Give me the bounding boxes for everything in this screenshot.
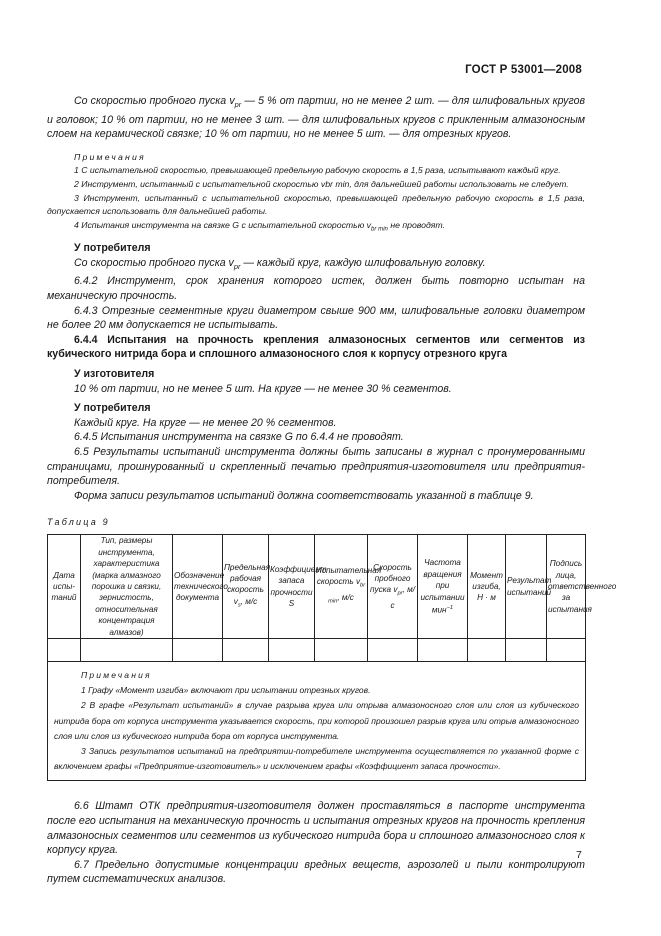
manufacturer-text: 10 % от партии, но не менее 5 шт. На круге — не менее 30 % сегментов.: [74, 382, 452, 395]
table-notes-title: Примечания: [81, 670, 152, 681]
clause-6-7: 6.7 Предельно допустимые концентрации вредных веществ, аэрозолей и пыли контролируют путем систематических анализов.: [47, 858, 585, 886]
col-tool-type: Тип, размеры инструмента, характеристика (марка алмазного порошка и связки, зернистость, относительная концентрация алмазов): [81, 535, 173, 639]
table-note-3: 3 Запись результатов испытаний на предприятии-потребителе инструмента осуществляется по указанной форме с включением графы «Предприятие-изготовитель» и исключением графы «Коэффициент запаса прочности».: [54, 746, 579, 772]
clause-6-4-2: 6.4.2 Инструмент, срок хранения которого истек, должен быть повторно испытан на механическую прочность.: [47, 275, 585, 303]
clause-6-4-5: 6.4.5 Испытания инструмента на связке G по 6.4.4 не проводят.: [74, 431, 404, 444]
clause-6-5: 6.5 Результаты испытаний инструмента должны быть записаны в журнал с пронумерованными страницами, прошнурованный и скрепленный печатью предприятия-изготовителя или предприятия-потребителя.: [47, 446, 585, 488]
table-header-row: [48, 535, 586, 639]
page-number: 7: [576, 849, 582, 861]
col-max-speed: Предельная рабочая скорость $v_s$, м/с: [223, 535, 269, 639]
table-notes-row: [48, 662, 586, 781]
col-bending-moment: Момент изгиба, Н · м: [468, 535, 506, 639]
note-2: 2 Инструмент, испытанный с испытательной скоростью vbr min, для дальнейшей работы использовать не следует.: [74, 179, 569, 190]
manufacturer-heading: У изготовителя: [74, 368, 155, 381]
col-safety-factor: Коэффициент запаса прочности S: [269, 535, 315, 639]
consumer-text-1: Со скоростью пробного пуска $v_{pr}$ — каждый круг, каждую шлифовальную головку.: [74, 256, 486, 271]
note-1: 1 С испытательной скоростью, превышающей предельную рабочую скорость в 1,5 раза, испытывают каждый круг.: [74, 165, 561, 176]
table-note-2: 2 В графе «Результат испытаний» в случае разрыва круга или отрыва алмазоносного слоя или слоя из кубического нитрида бора от корпуса инструмента указывается скорость, при которой произошел разрыв круга или отрыв алмазоносного слоя или слоя из кубического нитрида бора от корпуса инструмента.: [54, 700, 579, 741]
results-table: [47, 534, 617, 781]
col-test-speed: Испытательная скорость $v_{br min}$, м/с: [315, 535, 368, 639]
trial-speed-paragraph: Со скоростью пробного пуска $v_{pr}$ — 5 % от партии, но не менее 2 шт. — для шлифовальных кругов и головок; 10 % от партии, но не менее 3 шт. — для шлифовальных кругов с прикленным алмазоносным слоем на керамической связке; 10 % от партии, но не менее 5 шт. — для отрезных кругов.: [47, 95, 585, 141]
table-caption: Таблица 9: [47, 517, 110, 528]
clause-6-4-3: 6.4.3 Отрезные сегментные круги диаметром свыше 900 мм, шлифовальные головки диаметром не более 20 мм допускается не испытывать.: [47, 304, 585, 332]
clause-6-4-4: 6.4.4 Испытания на прочность крепления алмазоносных сегментов или сегментов из кубического нитрида бора и сплошного алмазоносного слоя к корпусу отрезного круга: [47, 333, 585, 361]
document-code: ГОСТ Р 53001—2008: [465, 64, 582, 76]
table-notes: [48, 662, 586, 781]
col-test-result: Результат испытаний: [506, 535, 547, 639]
col-trial-speed: Скорость пробного пуска $v_{pr}$, м/с: [368, 535, 418, 639]
notes-title: Примечания: [74, 151, 146, 162]
consumer-heading-2: У потребителя: [74, 402, 151, 415]
consumer-text-2: Каждый круг. На круге — не менее 20 % сегментов.: [74, 416, 337, 429]
col-date: Дата испы-таний: [48, 535, 81, 639]
col-signature: Подпись лица, ответственного за испытания: [547, 535, 586, 639]
consumer-heading-1: У потребителя: [74, 242, 151, 255]
note-3: 3 Инструмент, испытанный с испытательной скоростью, превышающей предельную рабочую скорость в 1,5 раза, допускается использовать для дальнейшей работы.: [47, 192, 585, 217]
col-rotation-freq: Частота вращения при испытании мин$^{-1}$: [418, 535, 468, 639]
table-note-1: 1 Графу «Момент изгиба» включают при испытании отрезных кругов.: [81, 685, 371, 696]
table-empty-row: [48, 639, 586, 662]
page-content: [47, 94, 617, 887]
col-tech-doc: Обозначение технического документа: [173, 535, 223, 639]
note-4: 4 Испытания инструмента на связке G с испытательной скоростью $v_{br min}$ не проводят.: [74, 219, 445, 233]
clause-6-6: 6.6 Штамп ОТК предприятия-изготовителя должен проставляться в паспорте инструмента после его испытания на механическую прочность и испытания отрезных кругов на прочность крепления алмазоносных сегментов или сегментов из кубического нитрида бора и сплошного алмазоносного слоя к корпусу круга.: [47, 800, 585, 857]
clause-6-5-form: Форма записи результатов испытаний должна соответствовать указанной в таблице 9.: [74, 489, 534, 502]
